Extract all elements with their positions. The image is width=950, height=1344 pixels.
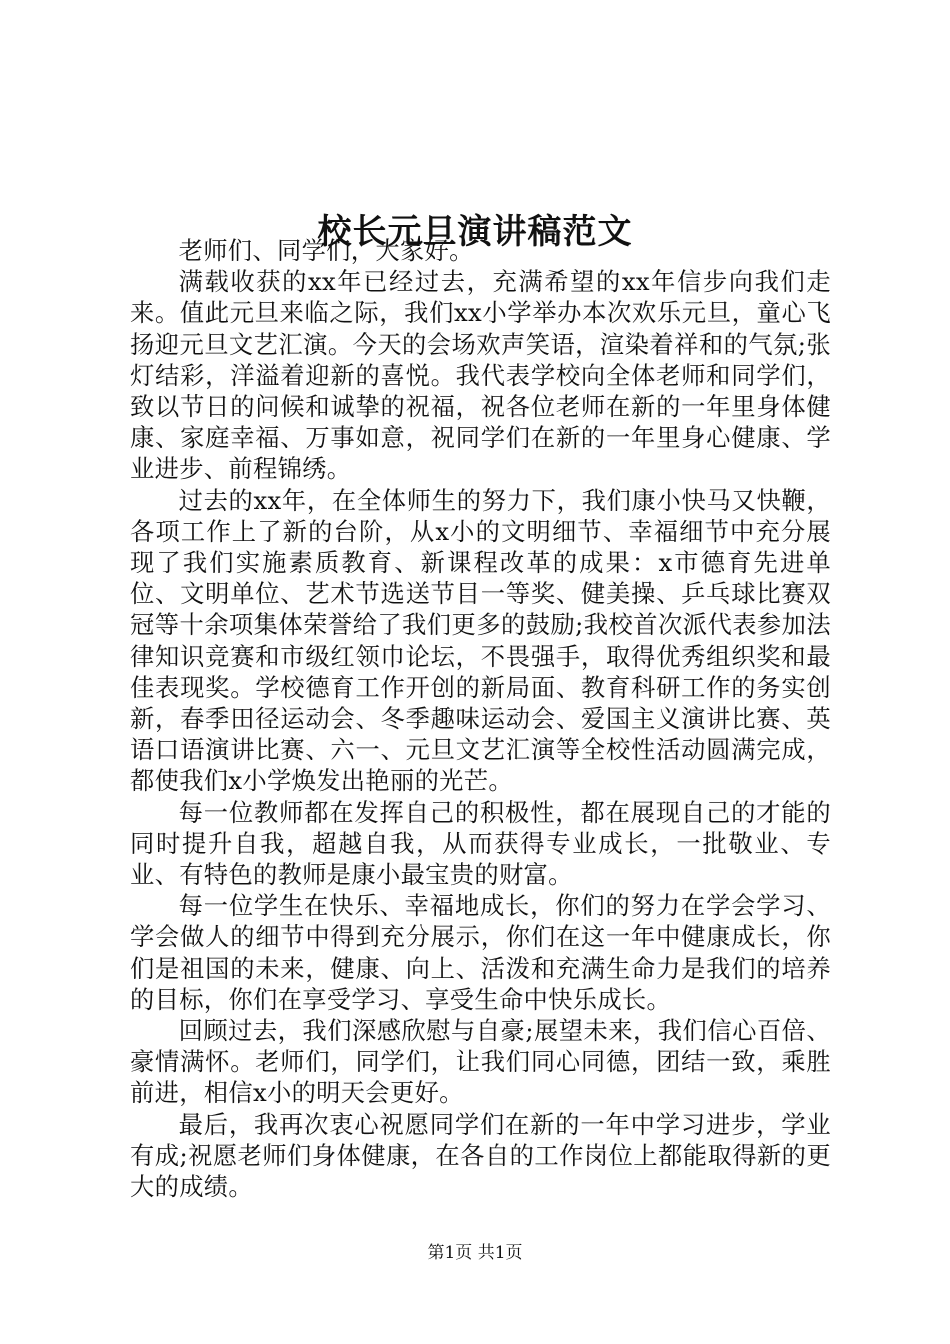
page-footer: 第1页 共1页 <box>427 1243 523 1263</box>
document-body <box>130 235 831 1202</box>
paragraph-greeting: 老师们、同学们，大家好。 <box>178 236 474 265</box>
paragraph-teachers: 每一位教师都在发挥自己的积极性，都在展现自己的才能的同时提升自我，超越自我，从而获得专业成长，一批敬业、专业、有特色的教师是康小最宝贵的财富。 <box>130 797 831 890</box>
paragraph-students: 每一位学生在快乐、幸福地成长，你们的努力在学会学习、学会做人的细节中得到充分展示，你们在这一年中健康成长，你们是祖国的未来，健康、向上、活泼和充满生命力是我们的培养的目标，你们在享受学习、享受生命中快乐成长。 <box>130 891 831 1014</box>
paragraph-closing-wishes: 最后，我再次衷心祝愿同学们在新的一年中学习进步，学业有成;祝愿老师们身体健康，在各自的工作岗位上都能取得新的更大的成绩。 <box>130 1109 831 1202</box>
paragraph-new-year-wishes: 满载收获的xx年已经过去，充满希望的xx年信步向我们走来。值此元旦来临之际，我们xx小学举办本次欢乐元旦，童心飞扬迎元旦文艺汇演。今天的会场欢声笑语，渲染着祥和的气氛;张灯结彩，洋溢着迎新的喜悦。我代表学校向全体老师和同学们，致以节日的问候和诚挚的祝福，祝各位老师在新的一年里身体健康、家庭幸福、万事如意，祝同学们在新的一年里身心健康、学业进步、前程锦绣。 <box>130 267 831 484</box>
document-title: 校长元旦演讲稿范文 <box>317 211 633 252</box>
paragraph-review-and-outlook: 回顾过去，我们深感欣慰与自豪;展望未来，我们信心百倍、豪情满怀。老师们，同学们，让我们同心同德，团结一致，乘胜前进，相信x小的明天会更好。 <box>130 1016 831 1108</box>
paragraph-achievements: 过去的xx年，在全体师生的努力下，我们康小快马又快鞭，各项工作上了新的台阶，从x小的文明细节、幸福细节中充分展现了我们实施素质教育、新课程改革的成果：x市德育先进单位、文明单位、艺术节选送节目一等奖、健美操、乒乓球比赛双冠等十余项集体荣誉给了我们更多的鼓励;我校首次派代表参加法律知识竞赛和市级红领巾论坛，不畏强手，取得优秀组织奖和最佳表现奖。学校德育工作开创的新局面、教育科研工作的务实创新，春季田径运动会、冬季趣味运动会、爱国主义演讲比赛、英语口语演讲比赛、六一、元旦文艺汇演等全校性活动圆满完成，都使我们x小学焕发出艳丽的光芒。 <box>130 485 831 796</box>
